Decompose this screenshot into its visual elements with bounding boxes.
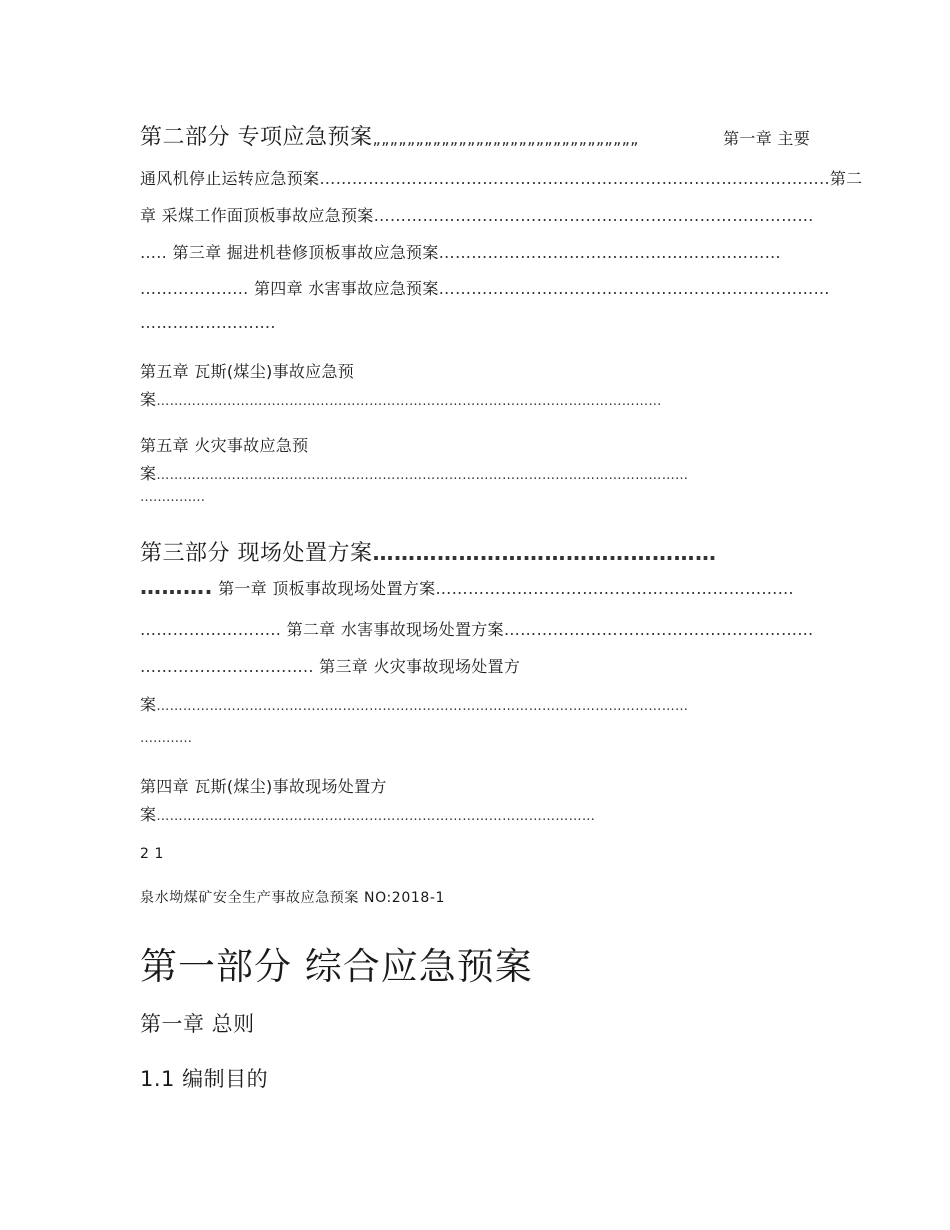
- page-number: 2 1: [140, 846, 165, 862]
- toc-leader: …………………………………………………………: [435, 579, 794, 598]
- toc-p2-ch5b-b[interactable]: 案: [140, 464, 157, 483]
- toc-p2-ch1-a[interactable]: 第一章 主要: [723, 129, 810, 148]
- toc-leader: …………………………………………: [372, 541, 717, 565]
- toc-p2-ch5a-a[interactable]: 第五章 瓦斯(煤尘)事故应急预: [140, 362, 355, 381]
- toc-p3-ch2[interactable]: 第二章 水害事故现场处置方案: [286, 620, 504, 639]
- toc-p3-ch4-line: [140, 802, 810, 825]
- toc-p2-ch3-line: [140, 240, 810, 263]
- toc-leader: …………………………………………………: [503, 620, 814, 639]
- toc-leader: …..: [140, 243, 168, 262]
- toc-p3-ch2-line: [140, 617, 814, 640]
- toc-leader: ……………: [140, 490, 205, 505]
- toc-leader: ………………………………………………………: [438, 243, 781, 262]
- toc-leader: ……….: [140, 575, 213, 599]
- toc-p2-ch5b-a[interactable]: 第五章 火灾事故应急预: [140, 436, 309, 455]
- toc-leader: „„„„„„„„„„„„„„„„„„„„„„„„„„„„„„„: [372, 129, 639, 148]
- toc-p2-ch1-b[interactable]: 通风机停止运转应急预案: [140, 169, 320, 188]
- toc-p2-ch5a-b[interactable]: 案: [140, 390, 157, 409]
- toc-leader: ………………………………………………………………: [438, 279, 830, 298]
- toc-p3-ch3-b[interactable]: 案: [140, 695, 157, 714]
- toc-leader: ……………………..: [140, 620, 282, 639]
- toc-p2-ch4-line: [140, 276, 830, 299]
- toc-p2-ch3[interactable]: 第三章 掘进机巷修顶板事故应急预案: [172, 243, 439, 262]
- toc-leader: ………………………………………………………………………………………: [156, 809, 596, 824]
- chapter1-title: 第一章 总则: [140, 1012, 255, 1036]
- toc-p3-ch1-line: [140, 575, 810, 599]
- section-1-1-title: 1.1 编制目的: [140, 1067, 269, 1091]
- toc-leader: …………………….: [140, 313, 276, 332]
- toc-leader: …………………………………………………………………………………………………………: [156, 468, 689, 483]
- toc-leader: ……………………………………………………………………………………………………: [156, 394, 662, 409]
- toc-p3-ch3[interactable]: 第三章 火灾事故现场处置方: [319, 657, 521, 676]
- toc-leader: ……………………………………………………………..…………………..: [319, 169, 830, 188]
- toc-p2-ch4[interactable]: 第四章 水害事故应急预案: [253, 279, 439, 298]
- toc-part3-line: [140, 536, 810, 567]
- toc-p3-ch3b-line: [140, 692, 810, 715]
- toc-p3-ch3-line: [140, 654, 810, 677]
- toc-leader: …………: [140, 731, 192, 746]
- toc-p2-ch2-line: [140, 203, 814, 226]
- toc-p2-ch2-a[interactable]: 第二: [829, 169, 863, 188]
- toc-leader: …………………………..: [140, 657, 314, 676]
- toc-p2-ch2-b[interactable]: 章 采煤工作面顶板事故应急预案: [140, 206, 374, 225]
- toc-p2-ch5b-line: [140, 461, 810, 484]
- toc-leader: ………………..: [140, 279, 249, 298]
- part1-title: 第一部分 综合应急预案: [140, 945, 533, 988]
- toc-p3-ch1[interactable]: 第一章 顶板事故现场处置方案: [218, 579, 436, 598]
- doc-header: 泉水坳煤矿安全生产事故应急预案 NO:2018-1: [140, 890, 445, 906]
- toc-p2-ch5a-line: [140, 387, 810, 410]
- toc-leader: …………………………………………………………………………………………………………: [156, 699, 689, 714]
- toc-part2-line: [140, 120, 810, 151]
- toc-p3-ch4-a[interactable]: 第四章 瓦斯(煤尘)事故现场处置方: [140, 777, 387, 796]
- toc-leader: ………………………………………………………………………: [373, 206, 814, 225]
- toc-p2-ch1-line: [140, 166, 863, 189]
- toc-part3-title[interactable]: 第三部分 现场处置方案: [140, 541, 373, 566]
- toc-p3-ch4-b[interactable]: 案: [140, 805, 157, 824]
- document-page: [140, 0, 863, 1230]
- toc-part2-title[interactable]: 第二部分 专项应急预案: [140, 125, 373, 150]
